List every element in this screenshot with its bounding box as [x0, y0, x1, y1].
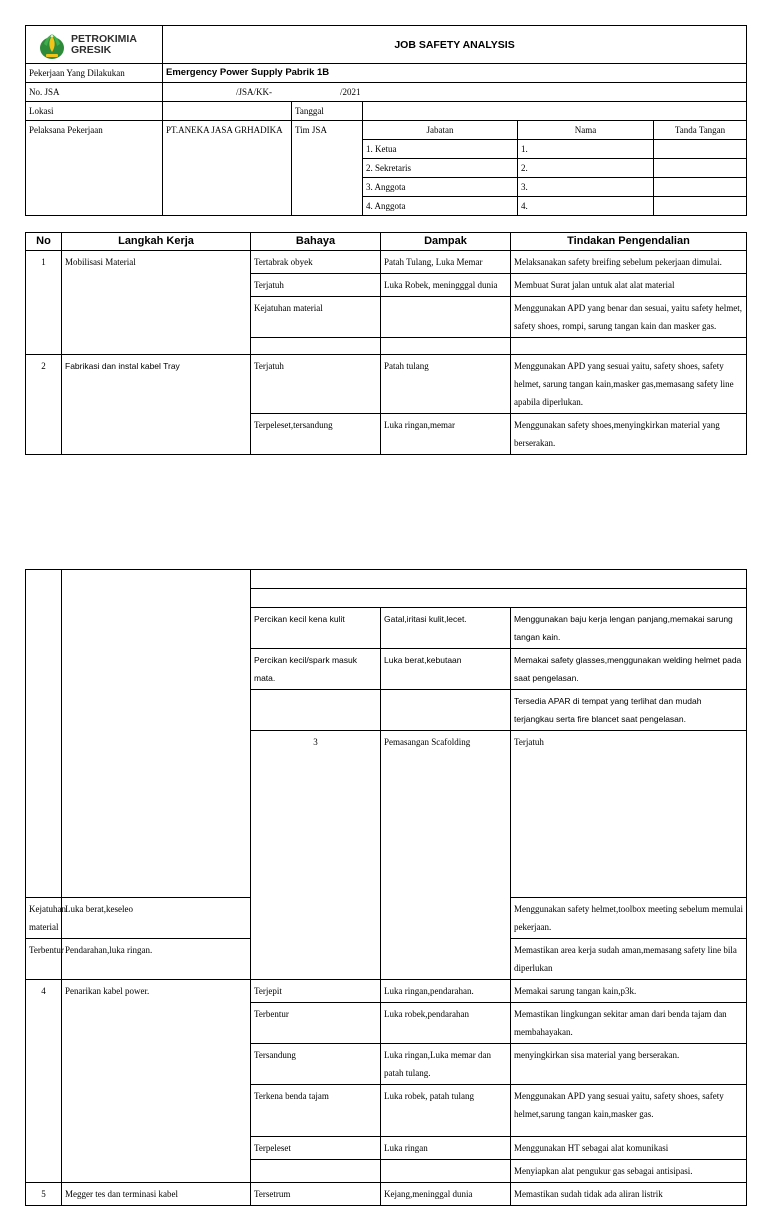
row-langkah: Megger tes dan terminasi kabel: [62, 1183, 251, 1206]
row-dampak: [381, 338, 511, 355]
row-bahaya: Terjepit: [251, 980, 381, 1003]
logo-cell: [26, 26, 163, 64]
row-bahaya: Terkena benda tajam: [251, 1085, 381, 1137]
row-no: 2: [26, 355, 62, 455]
row-tindakan: Menggunakan APD yang benar dan sesuai, yaitu safety helmet, safety shoes, rompi, sarung tangan kain dan masker gas.: [511, 297, 747, 338]
row-dampak: Gatal,iritasi kulit,lecet.: [381, 608, 511, 649]
jsa-continuation-table: [25, 569, 747, 1206]
col-no: No: [26, 233, 62, 251]
row-langkah: Mobilisasi Material: [62, 251, 251, 355]
row-tindakan: Membuat Surat jalan untuk alat alat material: [511, 274, 747, 297]
col-tindakan: Tindakan Pengendalian: [511, 233, 747, 251]
row-dampak: Luka ringan,Luka memar dan patah tulang.: [381, 1044, 511, 1085]
table-row: [26, 570, 747, 589]
row-bahaya: Percikan kecil/spark masuk mata.: [251, 649, 381, 690]
table-row: [26, 1183, 747, 1206]
team-jabatan: 4. Anggota: [363, 197, 518, 216]
timjsa-label: Tim JSA: [292, 121, 363, 216]
row-dampak: Luka ringan,memar: [381, 414, 511, 455]
pekerjaan-label: Pekerjaan Yang Dilakukan: [26, 64, 163, 83]
row-dampak: Luka ringan: [381, 1137, 511, 1160]
pekerjaan-value: Emergency Power Supply Pabrik 1B: [163, 64, 747, 83]
team-jabatan: 1. Ketua: [363, 140, 518, 159]
nojsa-mid: /JSA/KK-: [236, 87, 273, 97]
tanggal-value: [363, 102, 747, 121]
row-bahaya: Tersetrum: [251, 1183, 381, 1206]
col-dampak: Dampak: [381, 233, 511, 251]
row-dampak: Pendarahan,luka ringan.: [62, 939, 251, 980]
jsa-header-table: [25, 25, 747, 216]
row-tindakan: Memastikan lingkungan sekitar aman dari benda tajam dan membahayakan.: [511, 1003, 747, 1044]
lokasi-label: Lokasi: [26, 102, 163, 121]
row-tindakan: Memakai sarung tangan kain,p3k.: [511, 980, 747, 1003]
row-no: 1: [26, 251, 62, 355]
row-tindakan: Melaksanakan safety breifing sebelum pekerjaan dimulai.: [511, 251, 747, 274]
row-bahaya: Terbentur: [251, 1003, 381, 1044]
row-dampak: Kejang,meninggal dunia: [381, 1183, 511, 1206]
row-bahaya: [251, 690, 381, 731]
row-dampak: Luka berat,keseleo: [62, 898, 251, 939]
table-row: [26, 355, 747, 414]
team-nama: 2.: [518, 159, 654, 178]
row-tindakan: menyingkirkan sisa material yang berserakan.: [511, 1044, 747, 1085]
row-bahaya: Terjatuh: [251, 274, 381, 297]
row-langkah: [62, 570, 251, 898]
row-tindakan: Tersedia APAR di tempat yang terlihat dan mudah terjangkau serta fire blancet saat pengelasan.: [511, 690, 747, 731]
team-nama: 3.: [518, 178, 654, 197]
row-dampak: [381, 690, 511, 731]
nojsa-label: No. JSA: [26, 83, 163, 102]
row-tindakan: Memastikan sudah tidak ada aliran listrik: [511, 1183, 747, 1206]
team-ttd: [654, 197, 747, 216]
document-title: JOB SAFETY ANALYSIS: [163, 26, 747, 64]
row-tindakan: Memakai safety glasses,menggunakan welding helmet pada saat pengelasan.: [511, 649, 747, 690]
row-tindakan: Menggunakan HT sebagai alat komunikasi: [511, 1137, 747, 1160]
row-bahaya: Terbentur: [26, 939, 62, 980]
col-jabatan: Jabatan: [363, 121, 518, 140]
row-empty: [251, 570, 747, 589]
row-dampak: [381, 297, 511, 338]
row-bahaya: Terpeleset,tersandung: [251, 414, 381, 455]
lokasi-value: [163, 102, 292, 121]
row-langkah: Fabrikasi dan instal kabel Tray: [62, 355, 251, 455]
col-nama: Nama: [518, 121, 654, 140]
row-tindakan: Menggunakan safety helmet,toolbox meeting sebelum memulai pekerjaan.: [511, 898, 747, 939]
row-no: 5: [26, 1183, 62, 1206]
team-nama: 4.: [518, 197, 654, 216]
pelaksana-label: Pelaksana Pekerjaan: [26, 121, 163, 216]
row-bahaya: Tersandung: [251, 1044, 381, 1085]
logo-line1: PETROKIMIA: [71, 32, 137, 45]
col-langkah: Langkah Kerja: [62, 233, 251, 251]
team-ttd: [654, 159, 747, 178]
row-dampak: Patah tulang: [381, 355, 511, 414]
table-row: [26, 251, 747, 274]
team-ttd: [654, 140, 747, 159]
row-dampak: Luka ringan,pendarahan.: [381, 980, 511, 1003]
row-no: [26, 570, 62, 898]
row-bahaya: Terjatuh: [511, 731, 747, 898]
logo-line2: GRESIK: [71, 43, 112, 56]
row-tindakan: [511, 338, 747, 355]
pelaksana-value: PT.ANEKA JASA GRHADIKA: [163, 121, 292, 216]
row-bahaya: Kejatuhan material: [26, 898, 62, 939]
row-langkah: Pemasangan Scafolding: [381, 731, 511, 980]
row-tindakan: Menggunakan APD yang sesuai yaitu, safety shoes, safety helmet, sarung tangan kain,masker gas,memasang safety line apabila diperlukan.: [511, 355, 747, 414]
row-bahaya: Tertabrak obyek: [251, 251, 381, 274]
col-tanda-tangan: Tanda Tangan: [654, 121, 747, 140]
nojsa-year: /2021: [340, 87, 361, 97]
tanggal-label: Tanggal: [292, 102, 363, 121]
row-bahaya: [251, 1160, 381, 1183]
row-no: 3: [251, 731, 381, 980]
row-langkah: Penarikan kabel power.: [62, 980, 251, 1183]
row-bahaya: Percikan kecil kena kulit: [251, 608, 381, 649]
row-tindakan: Memastikan area kerja sudah aman,memasang safety line bila diperlukan: [511, 939, 747, 980]
row-bahaya: Terpeleset: [251, 1137, 381, 1160]
team-jabatan: 2. Sekretaris: [363, 159, 518, 178]
petrokimia-logo-icon: [39, 30, 65, 60]
nojsa-value: [163, 83, 747, 102]
row-tindakan: Menggunakan safety shoes,menyingkirkan material yang berserakan.: [511, 414, 747, 455]
table-row: [26, 980, 747, 1003]
row-dampak: Luka berat,kebutaan: [381, 649, 511, 690]
team-ttd: [654, 178, 747, 197]
col-bahaya: Bahaya: [251, 233, 381, 251]
row-dampak: Luka robek,pendarahan: [381, 1003, 511, 1044]
row-dampak: Luka robek, patah tulang: [381, 1085, 511, 1137]
row-dampak: Patah Tulang, Luka Memar: [381, 251, 511, 274]
row-bahaya: Kejatuhan material: [251, 297, 381, 338]
jsa-table: [25, 232, 747, 455]
row-dampak: Luka Robek, meningggal dunia: [381, 274, 511, 297]
row-empty: [251, 589, 747, 608]
row-tindakan: Menggunakan APD yang sesuai yaitu, safety shoes, safety helmet,sarung tangan kain,masker gas.: [511, 1085, 747, 1137]
row-dampak: [381, 1160, 511, 1183]
row-tindakan: Menyiapkan alat pengukur gas sebagai antisipasi.: [511, 1160, 747, 1183]
team-jabatan: 3. Anggota: [363, 178, 518, 197]
team-nama: 1.: [518, 140, 654, 159]
row-bahaya: [251, 338, 381, 355]
row-bahaya: Terjatuh: [251, 355, 381, 414]
row-no: 4: [26, 980, 62, 1183]
row-tindakan: Menggunakan baju kerja lengan panjang,memakai sarung tangan kain.: [511, 608, 747, 649]
